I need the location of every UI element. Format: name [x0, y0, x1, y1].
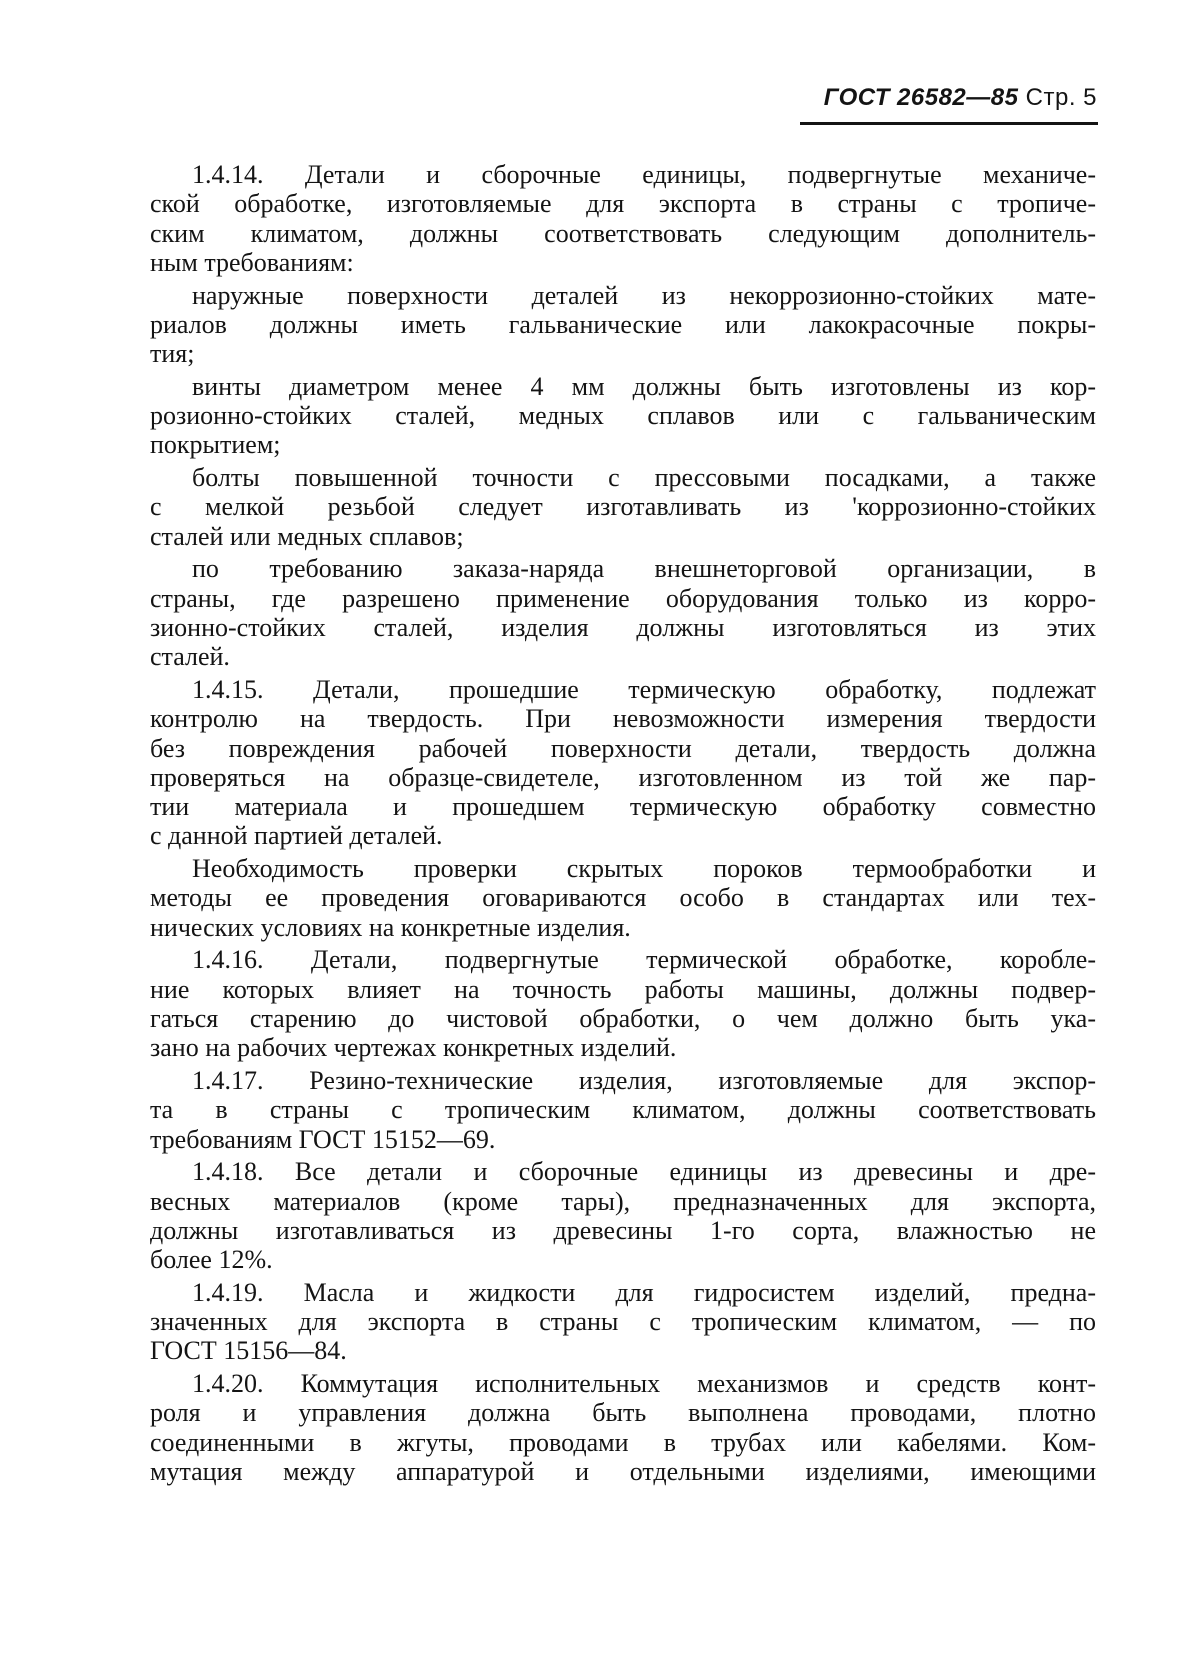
document-body: [150, 160, 1096, 1490]
text-line: без повреждения рабочей поверхности детали, твердость должна: [150, 733, 1096, 763]
text-line: винты диаметром менее 4 мм должны быть изготовлены из кор-: [192, 371, 1096, 401]
text-line: сталей.: [150, 642, 230, 672]
text-line: страны, где разрешено применение оборудования только из корро-: [150, 583, 1096, 613]
text-line: сталей или медных сплавов;: [150, 521, 464, 551]
standard-number: ГОСТ 26582—85: [823, 84, 1019, 111]
text-line: контролю на твердость. При невозможности измерения твердости: [150, 704, 1096, 734]
text-line: по требованию заказа-наряда внешнеторговой организации, в: [192, 554, 1096, 584]
page-header: [824, 84, 1097, 112]
text-line: зионно-стойких сталей, изделия должны изготовляться из этих: [150, 613, 1096, 643]
paragraph-1-4-18: [150, 1157, 1096, 1274]
text-line: 1.4.18. Все детали и сборочные единицы из древесины и дре-: [192, 1157, 1096, 1187]
text-line: ГОСТ 15156—84.: [150, 1336, 347, 1366]
text-line: нических условиях на конкретные изделия.: [150, 912, 631, 942]
text-line: соединенными в жгуты, проводами в трубах или кабелями. Ком-: [150, 1427, 1096, 1457]
text-line: требованиям ГОСТ 15152—69.: [150, 1124, 496, 1154]
paragraph-1-4-16: [150, 945, 1096, 1062]
text-line: тии материала и прошедшем термическую обработку совместно: [150, 792, 1096, 822]
paragraph-1-4-15: [150, 675, 1096, 851]
text-line: 1.4.20. Коммутация исполнительных механизмов и средств конт-: [192, 1369, 1096, 1399]
text-line: гаться старению до чистовой обработки, о чем должно быть ука-: [150, 1004, 1096, 1034]
paragraph-order-requirement: [150, 554, 1096, 671]
text-line: ским климатом, должны соответствовать следующим дополнитель-: [150, 218, 1096, 248]
text-line: болты повышенной точности с прессовыми посадками, а также: [192, 463, 1096, 493]
text-line: методы ее проведения оговариваются особо в стандартах или тех-: [150, 883, 1096, 913]
text-line: 1.4.17. Резино-технические изделия, изготовляемые для экспор-: [192, 1066, 1096, 1096]
text-line: весных материалов (кроме тары), предназначенных для экспорта,: [150, 1186, 1096, 1216]
text-line: зано на рабочих чертежах конкретных изделий.: [150, 1033, 677, 1063]
text-line: Необходимость проверки скрытых пороков термообработки и: [192, 854, 1096, 884]
text-line: ской обработке, изготовляемые для экспорта в страны с тропиче-: [150, 189, 1096, 219]
paragraph-1-4-17: [150, 1066, 1096, 1154]
header-rule: [800, 122, 1098, 125]
text-line: наружные поверхности деталей из некоррозионно-стойких мате-: [192, 280, 1096, 310]
text-line: риалов должны иметь гальванические или лакокрасочные покры-: [150, 309, 1096, 339]
text-line: должны изготавливаться из древесины 1-го сорта, влажностью не: [150, 1215, 1096, 1245]
text-line: 1.4.19. Масла и жидкости для гидросистем изделий, предна-: [192, 1277, 1096, 1307]
text-line: покрытием;: [150, 430, 281, 460]
text-line: 1.4.15. Детали, прошедшие термическую обработку, подлежат: [192, 675, 1096, 704]
text-line: тия;: [150, 339, 195, 369]
text-line: 1.4.16. Детали, подвергнутые термической обработке, коробле-: [192, 945, 1096, 975]
text-line: мутация между аппаратурой и отдельными изделиями, имеющими: [150, 1457, 1096, 1487]
text-line: более 12%.: [150, 1245, 273, 1275]
text-line: роля и управления должна быть выполнена проводами, плотно: [150, 1398, 1096, 1428]
text-line: ние которых влияет на точность работы машины, должны подвер-: [150, 974, 1096, 1004]
text-line: с мелкой резьбой следует изготавливать из 'коррозионно-стойких: [150, 492, 1096, 522]
text-line: 1.4.14. Детали и сборочные единицы, подвергнутые механиче-: [192, 160, 1096, 189]
paragraph-bolts: [150, 463, 1096, 551]
text-line: та в страны с тропическим климатом, должны соответствовать: [150, 1095, 1096, 1125]
paragraph-external-surfaces: [150, 281, 1096, 369]
paragraph-1-4-20: [150, 1369, 1096, 1486]
text-line: с данной партией деталей.: [150, 821, 443, 851]
paragraph-screws: [150, 372, 1096, 460]
paragraph-1-4-19: [150, 1278, 1096, 1366]
paragraph-1-4-14: [150, 160, 1096, 277]
text-line: розионно-стойких сталей, медных сплавов или с гальваническим: [150, 401, 1096, 431]
text-line: ным требованиям:: [150, 247, 354, 277]
page-number: Стр. 5: [1025, 84, 1097, 111]
text-line: проверяться на образце-свидетеле, изготовленном из той же пар-: [150, 762, 1096, 792]
paragraph-hidden-defects: [150, 854, 1096, 942]
text-line: значенных для экспорта в страны с тропическим климатом, — по: [150, 1307, 1096, 1337]
